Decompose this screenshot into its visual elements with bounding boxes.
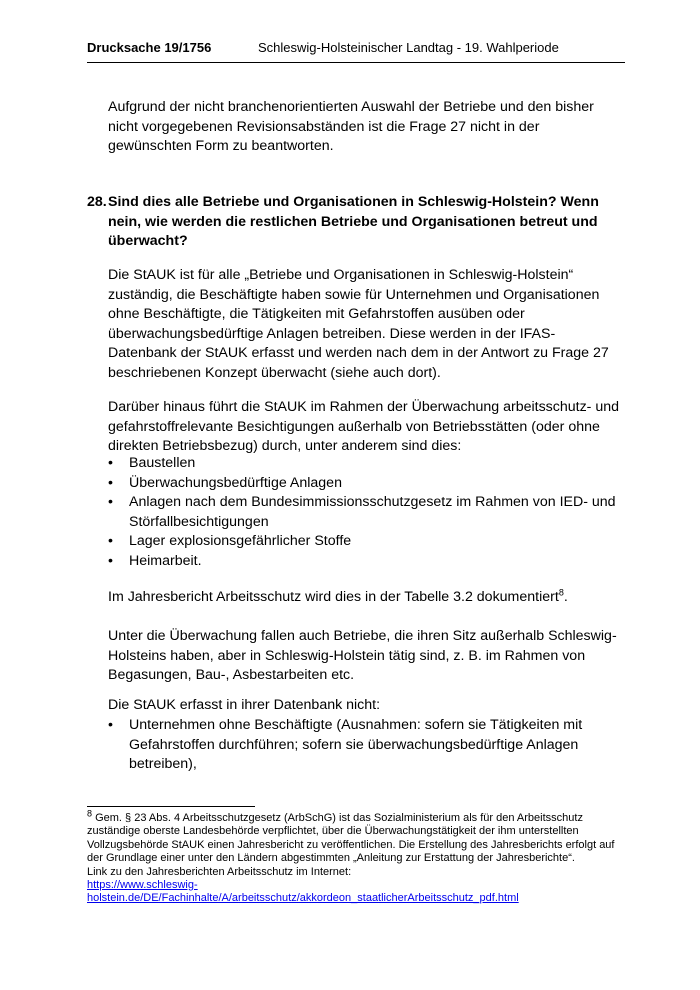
footnote-marker: 8: [87, 808, 93, 819]
question-text: Sind dies alle Betriebe und Organisationen in Schleswig-Holstein? Wenn nein, wie werden die restlichen Betriebe und Organisationen betreut und überwacht?: [108, 194, 599, 249]
list-item: • Unternehmen ohne Beschäftigte (Ausnahmen: sofern sie Tätigkeiten mit Gefahrstoffen durchführen; sofern sie überwachungsbedürftige Anlagen betreiben),: [108, 717, 583, 772]
answer-paragraph-2: Darüber hinaus führt die StAUK im Rahmen der Überwachung arbeitsschutz- und gefahrstoffrelevante Besichtigungen außerhalb von Betriebsstätten (oder ohne direkten Betriebsbezug) durch, unter anderem sind dies:: [108, 399, 620, 454]
not-recorded-list: [108, 716, 622, 775]
question-28: [87, 193, 622, 252]
footnote-reference[interactable]: 8: [558, 587, 564, 598]
parliament-title: Schleswig-Holsteinischer Landtag - 19. Wahlperiode: [258, 40, 559, 55]
page-header: [87, 40, 625, 63]
annual-report-link[interactable]: https://www.schleswig-holstein.de/DE/Fachinhalte/A/arbeitsschutz/akkordeon_staatlicherArbeitsschutz_pdf.html: [87, 879, 519, 905]
site-inspection-list: [108, 454, 622, 571]
answer-paragraph-1: Die StAUK ist für alle „Betriebe und Organisationen in Schleswig-Holstein“ zuständig, die Beschäftigte haben sowie für Unternehmen und Organisationen ohne Beschäftigte, die Tätigkeiten mit Gefahrstoffen ausüben oder überwachungsbedürftige Anlagen betreiben. Diese werden in der IFAS-Datenbank der StAUK erfasst und werden nach dem in der Antwort zu Frage 27 beschriebenen Konzept überwacht (siehe auch dort).: [108, 267, 609, 381]
footnote-divider: [87, 806, 255, 807]
bullet-icon: •: [108, 455, 113, 471]
footnote-8: [87, 808, 622, 906]
bullet-icon: •: [108, 533, 113, 549]
list-item: • Überwachungsbedürftige Anlagen: [108, 474, 622, 494]
footnote-link-label: Link zu den Jahresberichten Arbeitsschutz im Internet:: [87, 865, 352, 878]
intro-paragraph: Aufgrund der nicht branchenorientierten Auswahl der Betriebe und den bisher nicht vorgegebenen Revisionsabständen ist die Frage 27 nicht in der gewünschten Form zu beantworten.: [108, 99, 594, 154]
bullet-icon: •: [108, 474, 113, 491]
list-item: • Anlagen nach dem Bundesimmissionsschutzgesetz im Rahmen von IED- und Störfallbesichtigungen: [108, 494, 616, 530]
list-item: • Baustellen: [108, 454, 622, 474]
bullet-icon: •: [108, 494, 113, 510]
footnote-text: $^8$ Gem. § 23 Abs. 4 Arbeitsschutzgesetz (ArbSchG) ist das Sozialministerium als für den Arbeitsschutz zuständige oberste Landesbehörde verpflichtet, über die Überwachungstätigkeit der ihm unterstellten Vollzugsbehörde StAUK einen Jahresbericht zu veröffentlichen. Die Erstellung des Jahresberichts erfolgt auf der Grundlage einer unter den Ländern abgestimmten „Anleitung zur Erstattung der Jahresberichte“.: [87, 808, 615, 865]
answer-paragraph-4: Unter die Überwachung fallen auch Betriebe, die ihren Sitz außerhalb Schleswig-Holsteins haben, aber in Schleswig-Holstein tätig sind, z. B. im Rahmen von Begasungen, Bau-, Asbestarbeiten etc.: [108, 628, 617, 683]
answer-paragraph-5: Die StAUK erfasst in ihrer Datenbank nicht:: [108, 697, 381, 713]
bullet-icon: •: [108, 552, 113, 569]
list-item: • Heimarbeit.: [108, 552, 622, 572]
document-number: Drucksache 19/1756: [87, 40, 212, 55]
question-number: 28.: [87, 194, 107, 210]
list-item: • Lager explosionsgefährlicher Stoffe: [108, 532, 622, 552]
bullet-icon: •: [108, 717, 113, 733]
answer-paragraph-3: Im Jahresbericht Arbeitsschutz wird dies in der Tabelle 3.2 dokumentiert$^8$.: [108, 587, 568, 605]
